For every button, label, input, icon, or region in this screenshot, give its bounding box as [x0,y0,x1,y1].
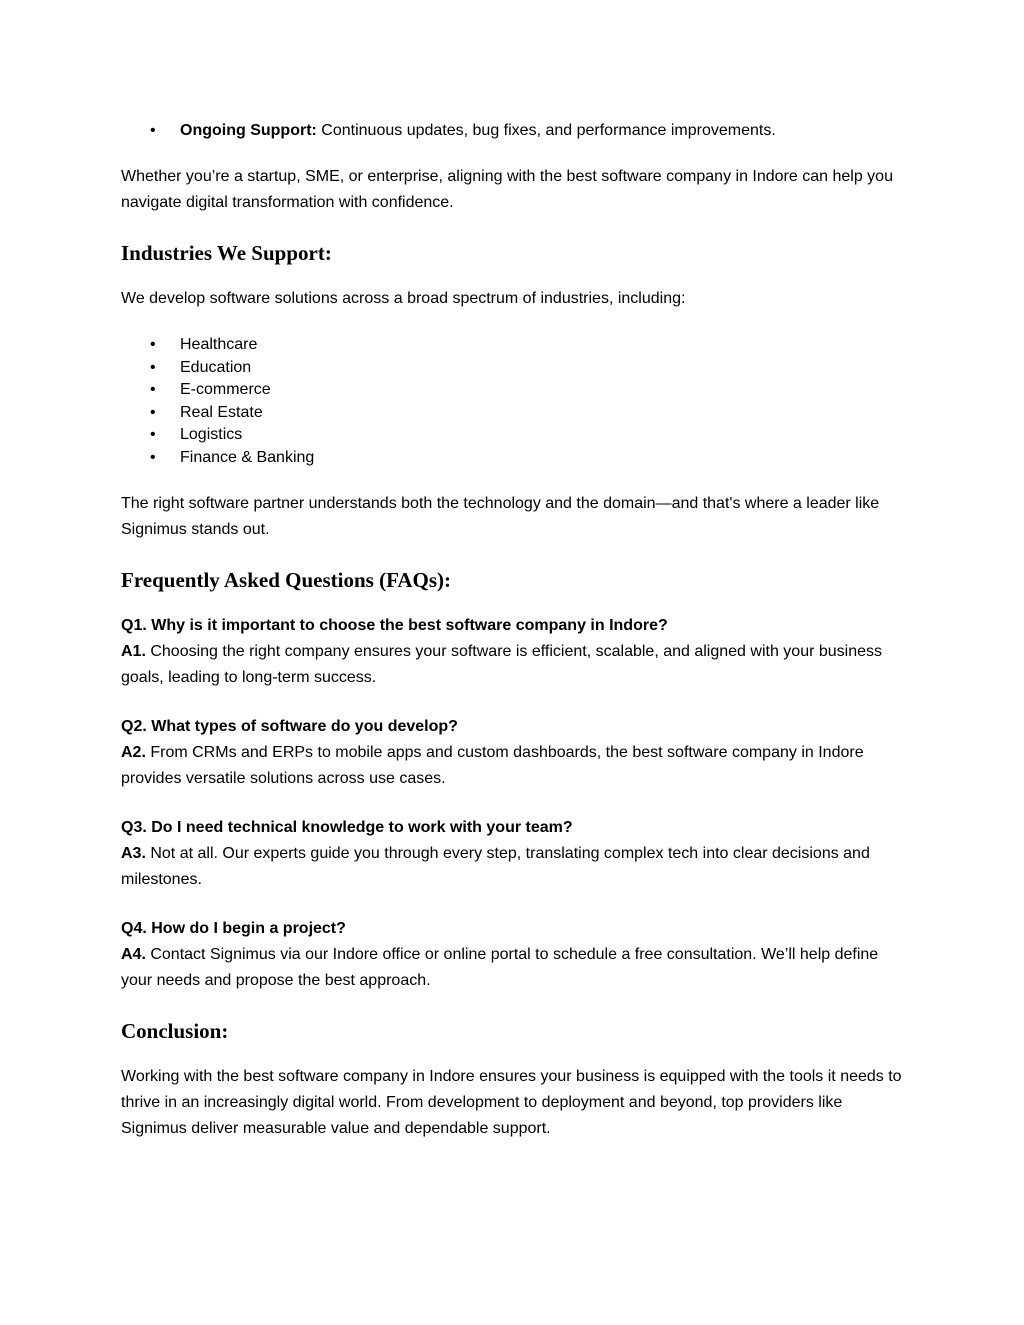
faq-answer [121,942,911,994]
conclusion-paragraph: Working with the best software company in Indore ensures your business is equipped with the tools it needs to thrive in an increasingly digital world. From development to deployment and beyond, top providers like Signimus deliver measurable value and dependable support. [121,1068,902,1137]
faq-heading: Frequently Asked Questions (FAQs): [121,568,451,592]
faq-item [121,916,911,994]
faq-item [121,613,911,691]
faq-question: Q3. Do I need technical knowledge to work with your team? [121,819,573,836]
list-item: • Logistics [121,424,911,447]
list-item: • Finance & Banking [121,447,911,470]
faq-answer [121,740,911,792]
faq-question: Q2. What types of software do you develop? [121,718,458,735]
faq-answer-label: A2. [121,744,146,761]
faq-item [121,714,911,792]
faq-answer-text: Contact Signimus via our Indore office or online portal to schedule a free consultation. We’ll help define your needs and propose the best approach. [121,946,879,989]
list-item: • Education [121,357,911,380]
conclusion-heading: Conclusion: [121,1019,229,1043]
list-item: • Healthcare [121,334,911,357]
faq-answer-label: A4. [121,946,146,963]
industries-heading: Industries We Support: [121,241,332,265]
bullet-label: Ongoing Support: [180,122,317,139]
faq-answer [121,639,911,691]
faq-question: Q4. How do I begin a project? [121,920,346,937]
faq-answer-text: Choosing the right company ensures your software is efficient, scalable, and aligned with your business goals, leading to long-term success. [121,643,883,686]
faq-answer-label: A1. [121,643,146,660]
document-page [121,118,911,1142]
industries-lead: We develop software solutions across a broad spectrum of industries, including: [121,290,686,307]
intro-bullet-list [121,118,911,144]
faq-answer-text: From CRMs and ERPs to mobile apps and custom dashboards, the best software company in Indore provides versatile solutions across use cases. [121,744,864,787]
list-item: • E-commerce [121,379,911,402]
bullet-text: Continuous updates, bug fixes, and performance improvements. [316,122,776,139]
faq-question: Q1. Why is it important to choose the best software company in Indore? [121,617,668,634]
industries-list [121,334,911,469]
faq-answer [121,841,911,893]
faq-answer-text: Not at all. Our experts guide you through every step, translating complex tech into clear decisions and milestones. [121,845,870,888]
industries-closing: The right software partner understands both the technology and the domain—and that's where a leader like Signimus stands out. [121,495,880,538]
faq-item [121,815,911,893]
list-item [121,118,911,144]
intro-paragraph: Whether you’re a startup, SME, or enterprise, aligning with the best software company in Indore can help you navigate digital transformation with confidence. [121,168,893,211]
list-item: • Real Estate [121,402,911,425]
faq-answer-label: A3. [121,845,146,862]
